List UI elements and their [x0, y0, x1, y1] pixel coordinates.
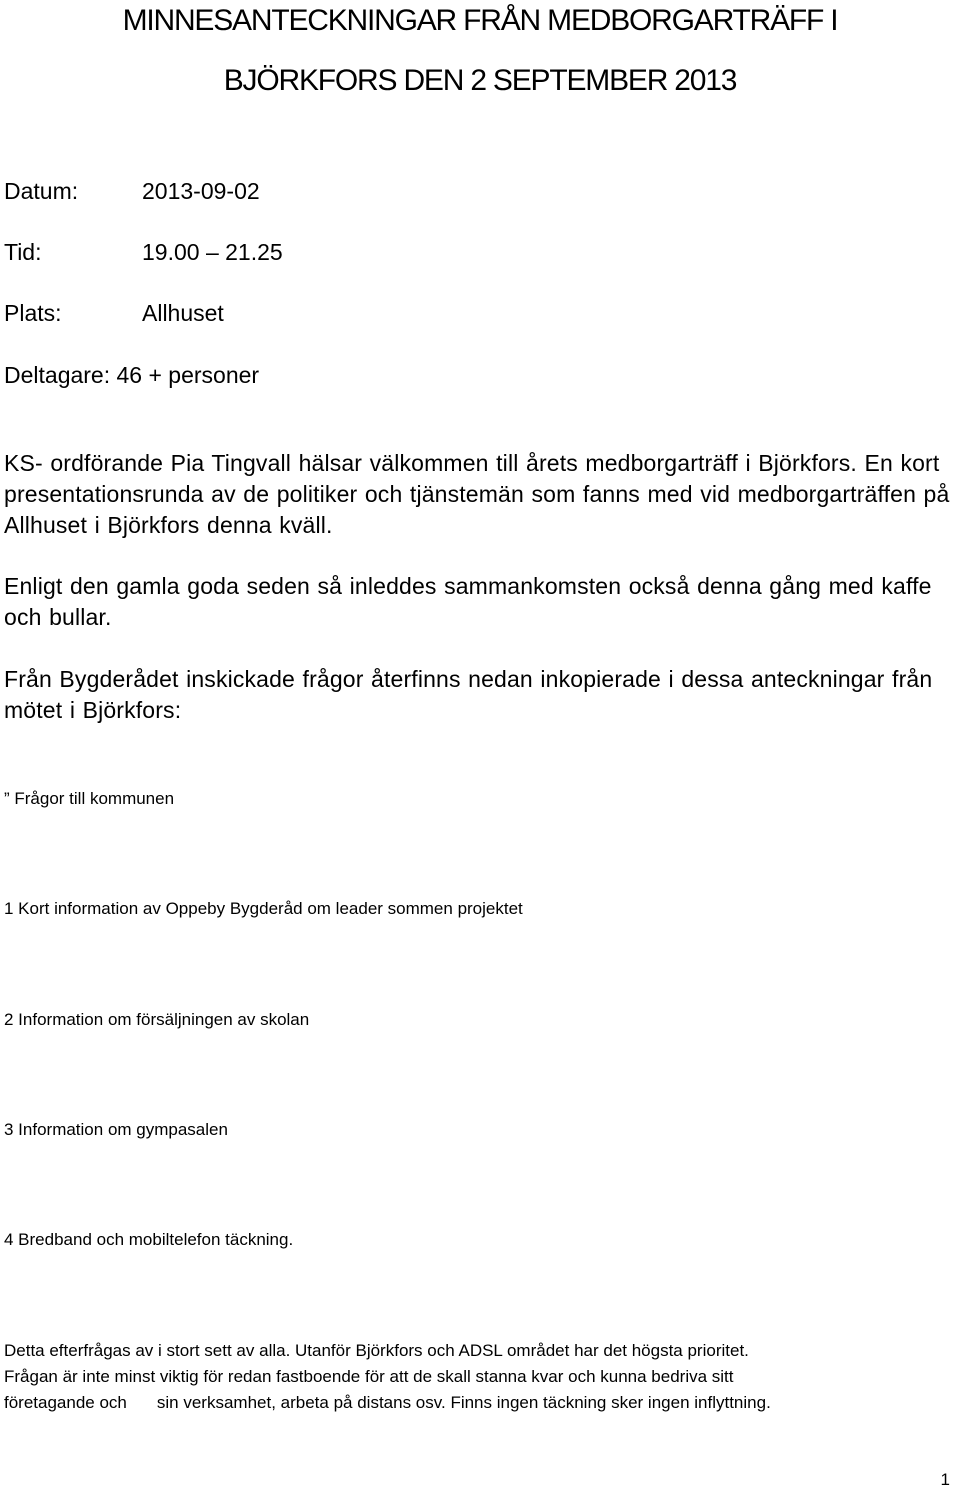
time-label: Tid:: [4, 239, 42, 265]
final-line-3-start: företagande och: [4, 1393, 127, 1412]
intro-paragraph: KS- ordförande Pia Tingvall hälsar välkommen till årets medborgarträff i Björkfors. En kort presentationsrunda av de politiker och tjänstemän som fanns med vid medborgarträffen på Allhuset i Björkfors denna kväll.: [4, 450, 950, 538]
questions-intro-paragraph: Från Bygderådet inskickade frågor återfinns nedan inkopierade i dessa anteckningar från mötet i Björkfors:: [4, 666, 933, 723]
final-line-1: Detta efterfrågas av i stort sett av alla. Utanför Björkfors och ADSL området har det högsta prioritet.: [4, 1341, 749, 1360]
question-2: 2 Information om försäljningen av skolan: [4, 1010, 310, 1029]
meta-time-row: [4, 237, 283, 267]
place-value: Allhuset: [142, 300, 224, 326]
page-number: 1: [940, 1470, 950, 1489]
question-4: 4 Bredband och mobiltelefon täckning.: [4, 1230, 294, 1249]
questions-heading: ” Frågor till kommunen: [4, 789, 175, 808]
date-value: 2013-09-02: [142, 178, 260, 204]
final-line-2: Frågan är inte minst viktig för redan fastboende för att de skall stanna kvar och kunna bedriva sitt: [4, 1367, 734, 1386]
coffee-paragraph: Enligt den gamla goda seden så inleddes sammankomsten också denna gång med kaffe och bullar.: [4, 573, 932, 630]
final-paragraph: [4, 1338, 960, 1416]
time-value: 19.00 – 21.25: [142, 239, 283, 265]
final-line-3-end: sin verksamhet, arbeta på distans osv. Finns ingen täckning sker ingen inflyttning.: [156, 1393, 771, 1412]
place-label: Plats:: [4, 300, 62, 326]
final-line-3: [4, 1390, 960, 1416]
question-3: 3 Information om gympasalen: [4, 1120, 228, 1139]
meta-place-row: [4, 298, 224, 328]
date-label: Datum:: [4, 178, 79, 204]
title-line-1: MINNESANTECKNINGAR FRÅN MEDBORGARTRÄFF I: [122, 4, 838, 37]
meta-date-row: [4, 176, 260, 206]
meta-participants-row: Deltagare: 46 + personer: [4, 362, 260, 388]
question-1: 1 Kort information av Oppeby Bygderåd om leader sommen projektet: [4, 899, 523, 918]
title-line-2: BJÖRKFORS DEN 2 SEPTEMBER 2013: [223, 64, 737, 97]
